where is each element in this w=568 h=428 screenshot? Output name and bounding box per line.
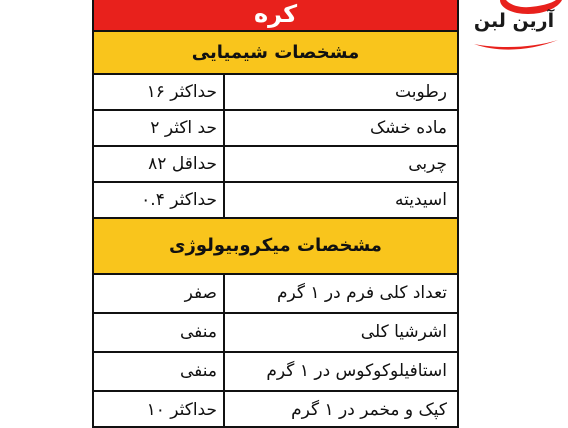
- brand-name: آرین لبن: [473, 10, 555, 32]
- row-label: اسیدیته: [395, 190, 447, 210]
- table-row: [94, 75, 457, 111]
- brand-logo: [466, 0, 566, 62]
- table-row: [94, 353, 457, 392]
- row-label: کپک و مخمر در ۱ گرم: [291, 400, 447, 420]
- row-value: حد اکثر ۲: [94, 111, 225, 145]
- row-value: حداکثر ۱۶: [94, 75, 225, 109]
- row-label: اشرشیا کلی: [360, 322, 447, 342]
- row-label: تعداد کلی فرم در ۱ گرم: [276, 283, 447, 303]
- row-label: استافیلوکوکوس در ۱ گرم: [266, 361, 447, 381]
- row-value: حداقل ۸۲: [94, 147, 225, 181]
- table-row: [94, 314, 457, 353]
- product-spec-sheet: [92, 0, 459, 428]
- row-label: ماده خشک: [369, 118, 447, 138]
- table-row: [94, 147, 457, 183]
- table-row: [94, 275, 457, 314]
- table-row: [94, 392, 457, 428]
- table-row: [94, 183, 457, 219]
- row-value: صفر: [94, 275, 225, 312]
- row-label: رطوبت: [395, 82, 447, 102]
- product-title: کره: [94, 0, 457, 32]
- row-value: حداکثر ۱۰: [94, 392, 225, 428]
- row-value: منفی: [94, 314, 225, 351]
- row-label: چربی: [408, 154, 447, 174]
- row-value: حداکثر ۰.۴: [94, 183, 225, 217]
- section-microbiological-heading: مشخصات میکروبیولوژی: [94, 219, 457, 275]
- row-value: منفی: [94, 353, 225, 390]
- section-chemical-heading: مشخصات شیمیایی: [94, 32, 457, 75]
- table-row: [94, 111, 457, 147]
